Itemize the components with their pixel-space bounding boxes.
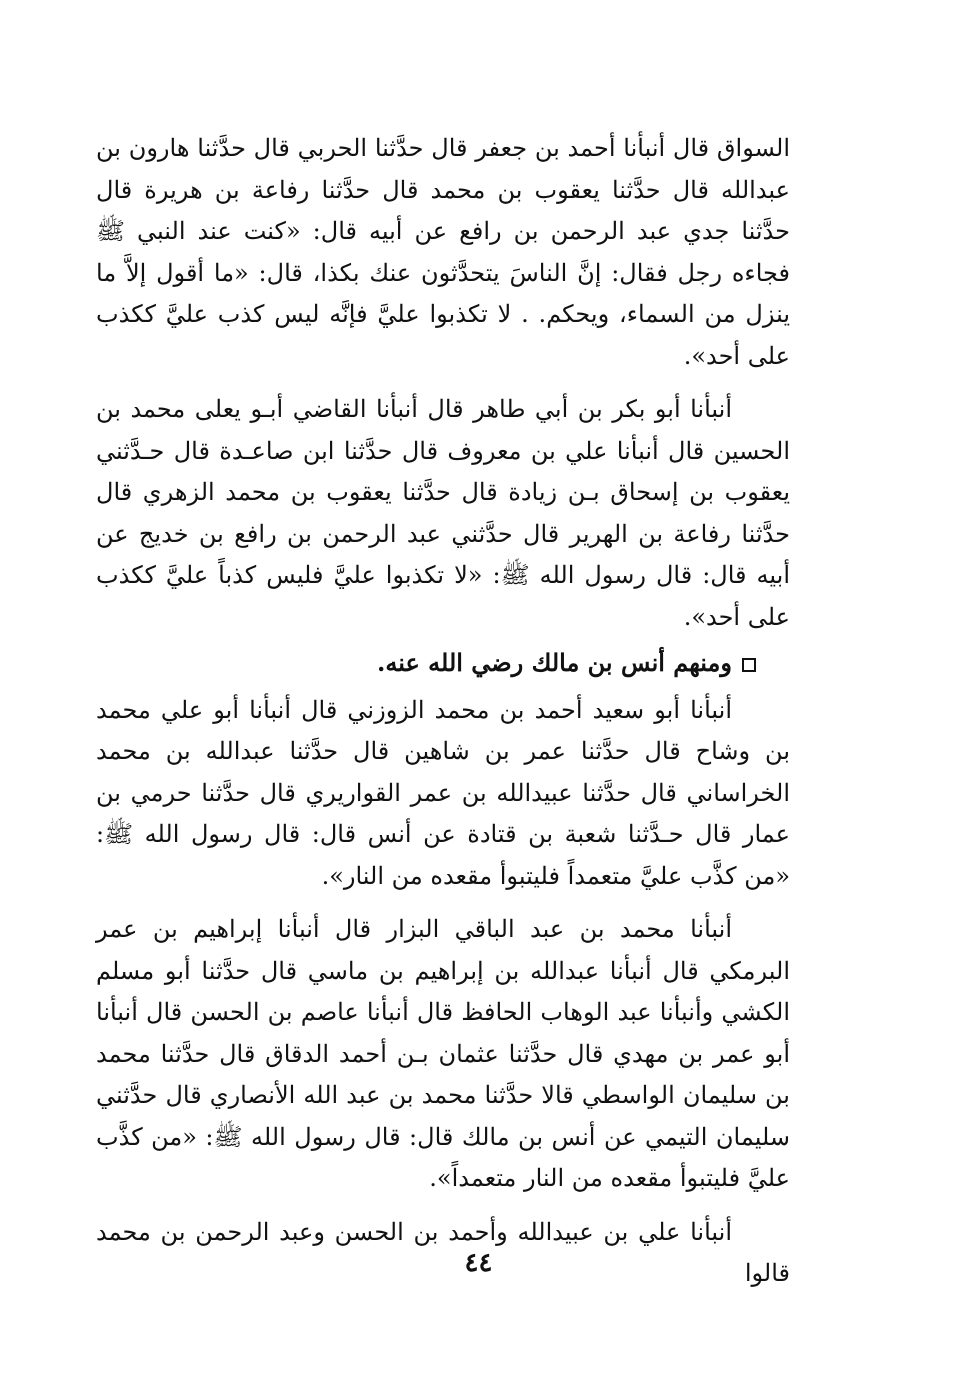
paragraph-1: السواق قال أنبأنا أحمد بن جعفر قال حدَّثنا الحربي قال حدَّثنا هارون بن عبدالله قال حدَّثنا يعقوب بن محمد قال حدَّثنا رفاعة بن هريرة قال حدَّثنا جدي عبد الرحمن بن رافع عن أبيه قال: «كنت عند النبي ﷺ فجاءه رجل فقال: إنَّ الناسَ يتحدَّثون عنك بكذا، قال: «ما أقول إلاَّ ما ينزل من السماء، ويحكم. . لا تكذبوا عليَّ فإنَّه ليس كذب عليَّ ككذب على أحد». bbox=[96, 134, 790, 370]
paragraph-3: أنبأنا أبو سعيد أحمد بن محمد الزوزني قال أنبأنا أبو علي محمد بن وشاح قال حدَّثنا عمر بن شاهين قال حدَّثنا عبدالله بن محمد الخراساني قال حدَّثنا عبيدالله بن عمر القواريري قال حدَّثنا حرمي بن عمار قال حـدَّثنا شعبة بن قتادة عن أنس قال: قال رسول الله ﷺ: «من كذَّب عليَّ متعمداً فليتبوأ مقعده من النار». bbox=[96, 695, 790, 890]
paragraph-5: أنبأنا علي بن عبيدالله وأحمد بن الحسن وعبد الرحمن بن محمد قالوا bbox=[96, 1217, 790, 1287]
paragraph-2: أنبأنا أبو بكر بن أبي طاهر قال أنبأنا القاضي أبـو يعلى محمد بن الحسين قال أنبأنا علي بن معروف قال حدَّثنا ابن صاعـدة قال حـدَّثني يعقوب بن إسحاق بـن زيادة قال حدَّثنا يعقوب بن محمد الزهري قال حدَّثنا رفاعة بن الهرير قال حدَّثني عبد الرحمن بن رافع بن خديج عن أبيه قال: قال رسول الله ﷺ: «لا تكذبوا عليَّ فليس كذباً عليَّ ككذب على أحد». bbox=[96, 395, 790, 631]
page-body bbox=[96, 128, 790, 1295]
page-number: ٤٤ bbox=[464, 1248, 493, 1278]
section-heading-text: ومنهم أنس بن مالك رضي الله عنه. bbox=[376, 648, 732, 677]
section-heading bbox=[96, 642, 790, 684]
square-bullet-icon bbox=[742, 658, 756, 672]
paragraph-4: أنبأنا محمد بن عبد الباقي البزار قال أنبأنا إبراهيم بن عمر البرمكي قال أنبأنا عبدالله بن إبراهيم بن ماسي قال حدَّثنا أبو مسلم الكشي وأنبأنا عبد الوهاب الحافظ قال أنبأنا عاصم بن الحسن قال أنبأنا أبو عمر بن مهدي قال حدَّثنا عثمان بـن أحمد الدقاق قال حدَّثنا محمد بن سليمان الواسطي قالا حدَّثنا محمد بن عبد الله الأنصاري قال حدَّثني سليمان التيمي عن أنس بن مالك قال: قال رسول الله ﷺ: «من كذَّب عليَّ فليتبوأ مقعده من النار متعمداً». bbox=[96, 915, 790, 1192]
